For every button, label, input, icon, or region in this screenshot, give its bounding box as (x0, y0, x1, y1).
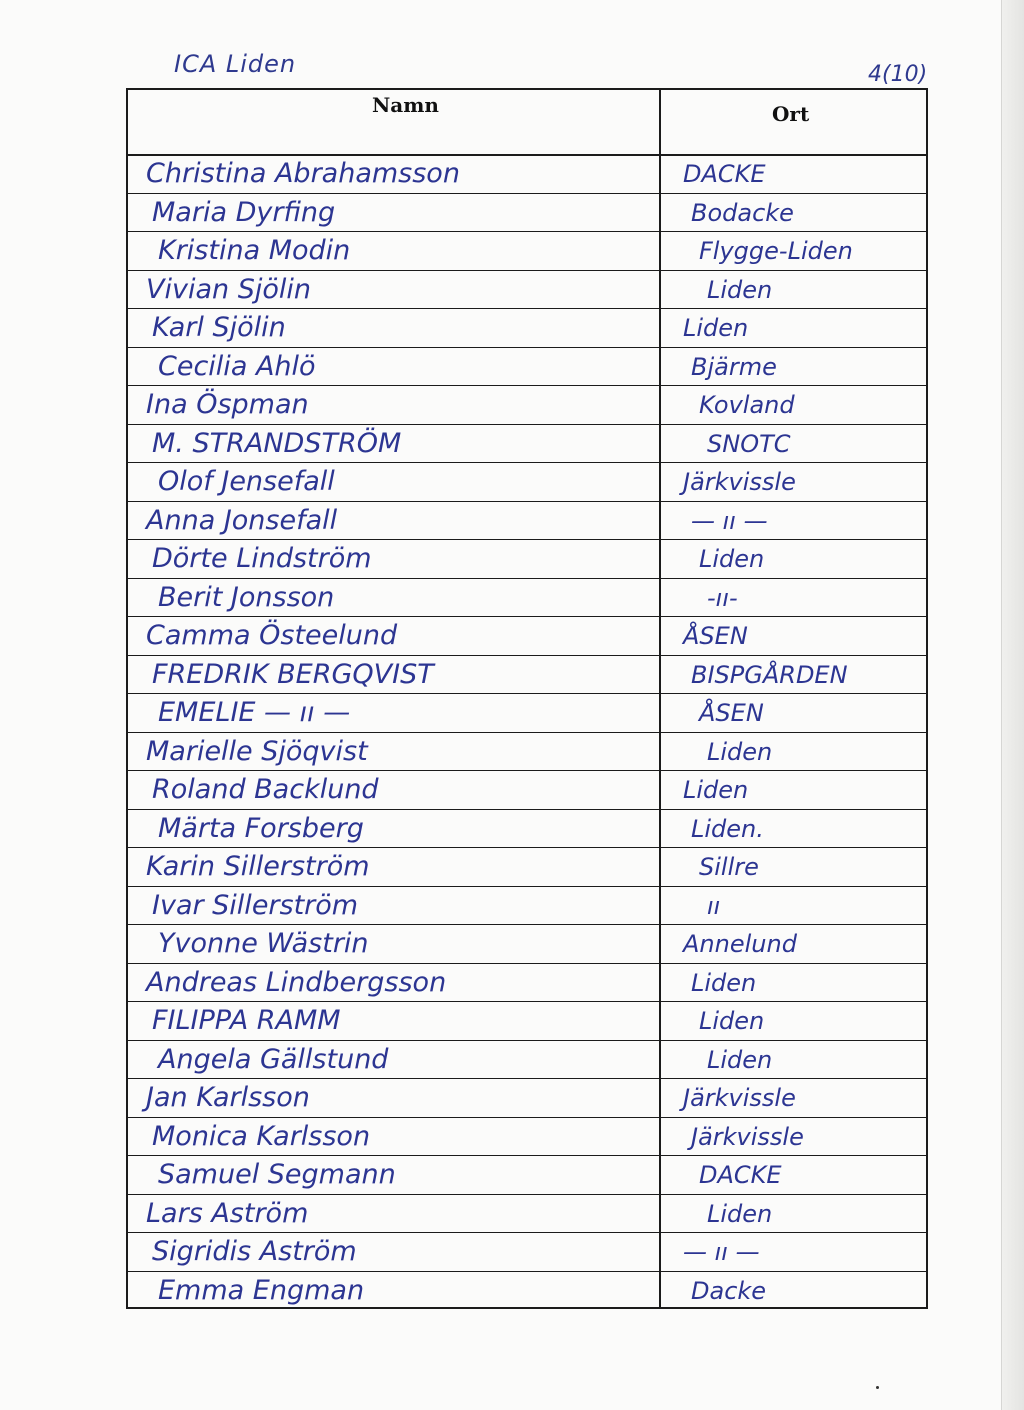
row-divider (126, 462, 928, 463)
signature-name: Berit Jonsson (158, 581, 335, 613)
signature-place: Bodacke (691, 198, 794, 227)
row-divider (126, 193, 928, 194)
signature-place: SNOTC (707, 429, 791, 458)
signature-name: Jan Karlsson (146, 1082, 310, 1113)
row-divider (126, 308, 928, 309)
signature-place: Kovland (699, 391, 795, 419)
row-divider (126, 770, 928, 771)
table-border-top (126, 88, 928, 90)
signature-place: -ıı- (707, 583, 738, 612)
column-divider (659, 88, 661, 1309)
row-divider (126, 732, 928, 733)
signature-place: Järkvissle (691, 1122, 804, 1151)
signature-name: Anna Jonsefall (146, 504, 338, 536)
signature-name: EMELIE — ıı — (158, 697, 351, 728)
speck (876, 1386, 879, 1389)
row-divider (126, 1001, 928, 1002)
row-divider (126, 424, 928, 425)
store-title: ICA Liden (174, 50, 297, 78)
column-header-namn: Namn (372, 93, 439, 117)
signature-name: Karin Sillerström (146, 851, 370, 882)
row-divider (126, 270, 928, 271)
signature-place: ÅSEN (683, 622, 748, 650)
row-divider (126, 1271, 928, 1272)
signature-name: Yvonne Wästrin (158, 928, 369, 959)
row-divider (126, 963, 928, 964)
row-divider (126, 847, 928, 848)
row-divider (126, 693, 928, 694)
signature-place: ıı (707, 891, 721, 920)
signature-place: — ıı — (691, 506, 768, 535)
signature-name: Vivian Sjölin (146, 273, 311, 305)
signature-place: Sillre (699, 853, 759, 881)
signature-name: Monica Karlsson (152, 1120, 371, 1152)
signature-name: Sigridis Aström (152, 1236, 357, 1267)
signature-name: Olof Jensefall (158, 466, 335, 497)
signature-place: Liden (699, 545, 765, 573)
signature-name: Samuel Segmann (158, 1159, 396, 1190)
signature-place: Järkvissle (683, 1084, 796, 1112)
signature-place: ÅSEN (699, 699, 764, 727)
row-divider (126, 1078, 928, 1079)
row-divider (126, 539, 928, 540)
page-number: 4(10) (868, 62, 928, 87)
signature-name: Kristina Modin (158, 235, 351, 266)
row-divider (126, 1155, 928, 1156)
signature-name: M. STRANDSTRÖM (152, 427, 402, 459)
signature-name: Lars Aström (146, 1197, 309, 1229)
signature-place: Dacke (691, 1276, 767, 1305)
signature-place: DACKE (699, 1161, 782, 1189)
row-divider (126, 1194, 928, 1195)
signature-name: Christina Abrahamsson (146, 158, 460, 189)
table-border-left (126, 88, 128, 1309)
signature-name: Roland Backlund (152, 774, 379, 805)
signature-place: Liden (707, 275, 773, 304)
signature-place: DACKE (683, 160, 766, 188)
header-divider (126, 154, 928, 156)
signature-name: Ivar Sillerström (152, 889, 359, 921)
row-divider (126, 385, 928, 386)
signature-name: Karl Sjölin (152, 312, 286, 343)
signature-name: Emma Engman (158, 1274, 365, 1306)
signature-name: Cecilia Ahlö (158, 350, 316, 382)
signature-place: BISPGÅRDEN (691, 660, 848, 689)
signature-place: Liden (683, 776, 749, 804)
signature-name: Ina Öspman (146, 389, 309, 420)
signature-name: FREDRIK BERGQVIST (152, 658, 434, 690)
signature-name: Marielle Sjöqvist (146, 735, 368, 767)
signature-place: Liden (683, 314, 749, 342)
signature-place: Liden (699, 1007, 765, 1035)
page-edge (1001, 0, 1024, 1410)
row-divider (126, 501, 928, 502)
row-divider (126, 1117, 928, 1118)
signature-place: Liden (707, 1045, 773, 1074)
signature-name: Maria Dyrfing (152, 196, 336, 228)
row-divider (126, 578, 928, 579)
row-divider (126, 886, 928, 887)
row-divider (126, 809, 928, 810)
signature-table (126, 88, 928, 1309)
signature-name: Andreas Lindbergsson (146, 966, 447, 998)
column-header-ort: Ort (772, 102, 810, 126)
signature-name: Dörte Lindström (152, 543, 372, 574)
signature-place: — ıı — (683, 1238, 760, 1266)
row-divider (126, 1040, 928, 1041)
signature-place: Liden (691, 968, 757, 997)
signature-name: FILIPPA RAMM (152, 1005, 341, 1036)
signature-name: Angela Gällstund (158, 1043, 389, 1075)
row-divider (126, 1232, 928, 1233)
row-divider (126, 655, 928, 656)
row-divider (126, 347, 928, 348)
row-divider (126, 616, 928, 617)
signature-place: Liden (707, 1199, 773, 1228)
signature-place: Bjärme (691, 352, 777, 381)
row-divider (126, 231, 928, 232)
signature-place: Liden. (691, 814, 764, 843)
signature-place: Flygge-Liden (699, 237, 853, 265)
row-divider (126, 924, 928, 925)
signature-place: Liden (707, 737, 773, 766)
table-border-right (926, 88, 928, 1309)
signature-place: Annelund (683, 930, 797, 958)
signature-name: Märta Forsberg (158, 812, 364, 844)
signature-place: Järkvissle (683, 468, 796, 496)
table-border-bottom (126, 1307, 928, 1309)
signature-name: Camma Östeelund (146, 620, 398, 651)
